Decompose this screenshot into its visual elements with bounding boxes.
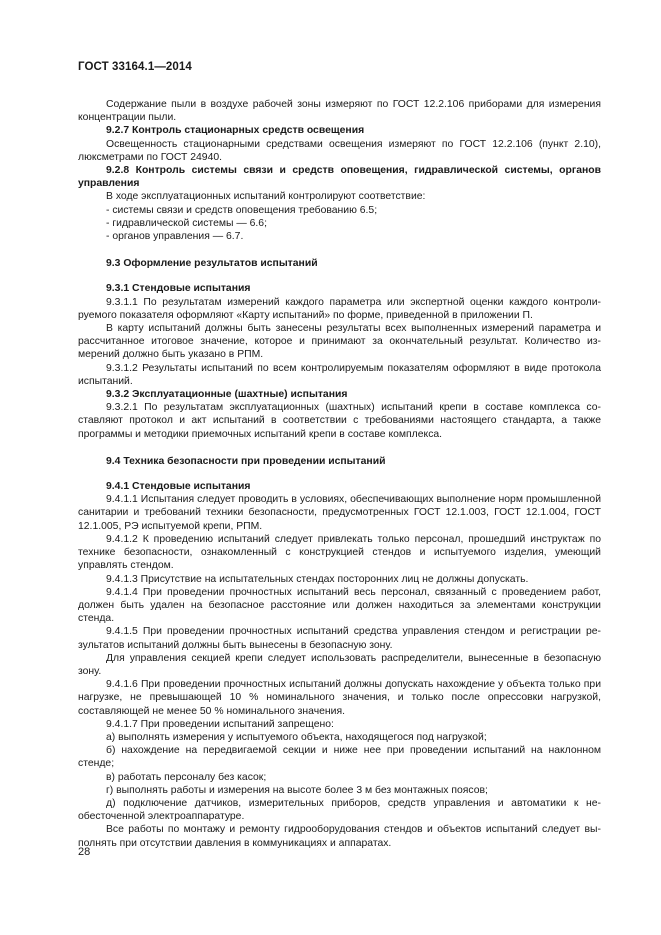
paragraph: Освещенность стационарными средствами освещения измеряют по ГОСТ 12.2.106 (пункт 2.10), люксметрами по ГОСТ 24940. [78,138,601,163]
list-item: - гидравлической системы — 6.6; [106,217,267,229]
subsection-heading: 9.3.1 Стендовые испытания [106,283,251,295]
list-item: - системы связи и средств оповещения требованию 6.5; [106,204,378,216]
paragraph: В карту испытаний должны быть занесены результаты всех выполненных измерений параметра и рассчитанное итоговое значение, которое и принимают за окончательный результат. Количество измерений должно быть указано в РПМ. [78,323,601,361]
paragraph: 9.4.1.5 При проведении прочностных испытаний средства управления стендом и регистрации результатов испытаний должны быть вынесены в безопасную зону. [78,626,601,651]
page-number: 28 [78,846,91,858]
document-header: ГОСТ 33164.1—2014 [78,61,192,73]
paragraph: 9.4.1.4 При проведении прочностных испытаний весь персонал, связанный с проведением работ, должен быть удален на безопасное расстояние или должен находиться за элементами конструкции стенда. [78,586,601,625]
paragraph: Содержание пыли в воздухе рабочей зоны измеряют по ГОСТ 12.2.106 приборами для измерения концентрации пыли. [78,99,601,124]
paragraph: 9.4.1.1 Испытания следует проводить в условиях, обеспечивающих выполнение норм промышленной санитарии и требований техники безопасности, предусмотренных ГОСТ 12.1.003, ГОСТ 12.1.004, ГОСТ 12.1.005, РЭ испытуемой крепи, РПМ. [78,494,601,532]
paragraph: 9.4.1.2 К проведению испытаний следует привлекать только персонал, прошедший инструктаж по технике безопасности, ознакомленный с конструкцией стендов и испытуемого изделия, умеющий управлять стендом. [78,533,601,572]
section-heading: 9.4 Техника безопасности при проведении испытаний [106,455,386,467]
paragraph: 9.3.1.2 Результаты испытаний по всем контролируемым показателям оформляют в виде протокола испытаний. [78,362,601,387]
document-body [78,98,601,850]
paragraph: Для управления секцией крепи следует использовать распределители, вынесенные в безопасную зону. [78,652,601,677]
paragraph: 9.4.1.7 При проведении испытаний запрещено: [106,718,334,730]
paragraph: 9.4.1.3 Присутствие на испытательных стендах посторонних лиц не должны допускать. [106,573,529,585]
paragraph: 9.3.1.1 По результатам измерений каждого параметра или экспертной оценки каждого контролируемого показателя оформляют «Карту испытаний» по форме, приведенной в приложении П. [78,296,601,321]
subsection-heading: 9.3.2 Эксплуатационные (шахтные) испытания [106,389,348,401]
list-item: в) работать персоналу без касок; [106,771,267,783]
paragraph: 9.3.2.1 По результатам эксплуатационных (шахтных) испытаний крепи в составе комплекса составляют протокол и акт испытаний в соответствии с требованиями настоящего стандарта, а также программы и методики приемочных испытаний крепи в составе комплекса. [78,402,601,440]
list-item: б) нахождение на передвигаемой секции и ниже нее при проведении испытаний на наклонном стенде; [78,745,601,770]
paragraph: В ходе эксплуатационных испытаний контролируют соответствие: [106,191,426,203]
subsection-heading: 9.4.1 Стендовые испытания [106,481,251,493]
list-item: г) выполнять работы и измерения на высоте более 3 м без монтажных поясов; [106,784,488,796]
clause-heading: 9.2.7 Контроль стационарных средств освещения [106,125,365,137]
list-item: - органов управления — 6.7. [106,231,244,243]
list-item: д) подключение датчиков, измерительных приборов, средств управления и автоматики к необесточенной электроаппаратуре. [78,797,601,823]
clause-heading: 9.2.8 Контроль системы связи и средств оповещения, гидравлической системы, органов управления [78,165,601,190]
paragraph: Все работы по монтажу и ремонту гидрооборудования стендов и объектов испытаний следует выполнять при отсутствии давления в коммуникациях и аппаратах. [78,824,601,849]
list-item: а) выполнять измерения у испытуемого объекта, находящегося под нагрузкой; [106,731,487,743]
section-heading: 9.3 Оформление результатов испытаний [106,258,318,270]
paragraph: 9.4.1.6 При проведении прочностных испытаний должны допускать нахождение у объекта только при нагрузке, не превышающей 10 % номинального значения, и только после опрессовки нагрузкой, составляющей не менее 50 % номинального значения. [78,679,601,717]
